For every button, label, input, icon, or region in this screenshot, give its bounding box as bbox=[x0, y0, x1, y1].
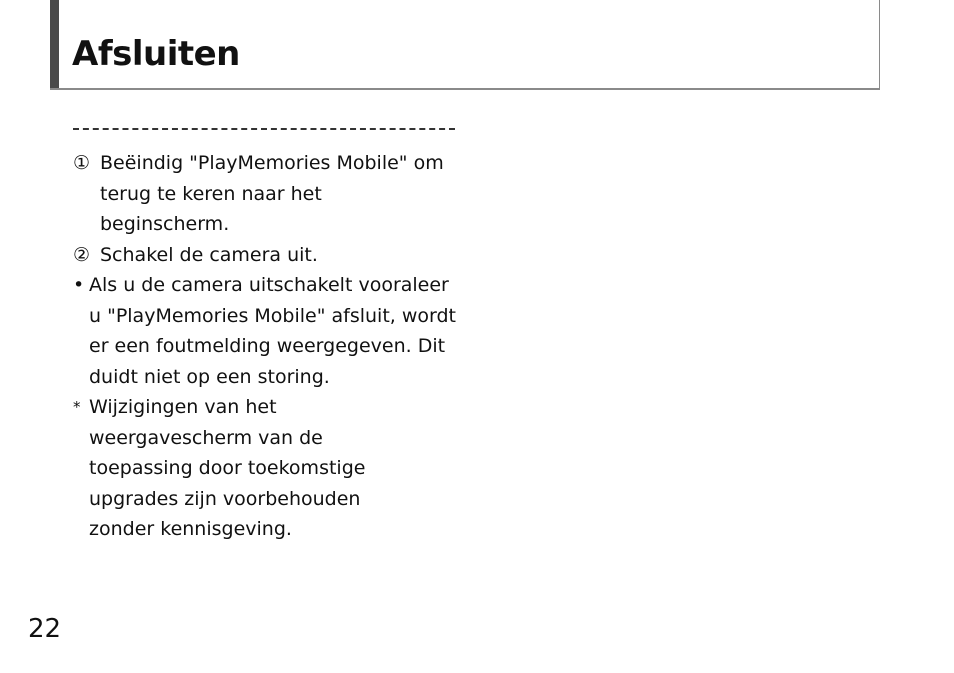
step-text: Schakel de camera uit. bbox=[100, 243, 318, 266]
page-title: Afsluiten bbox=[72, 34, 240, 74]
instructions-body bbox=[73, 148, 473, 545]
step-item-2 bbox=[73, 240, 473, 271]
bullet-marker: • bbox=[73, 274, 85, 296]
step-number-marker: ① bbox=[73, 152, 91, 174]
page-number: 22 bbox=[28, 614, 62, 644]
bullet-item bbox=[73, 270, 473, 392]
footnote-item bbox=[73, 392, 473, 545]
bullet-text: Als u de camera uitschakelt vooraleer u "PlayMemories Mobile" afsluit, wordt er een foutmelding weergegeven. Dit duidt niet op een storing. bbox=[89, 274, 456, 388]
dashed-divider bbox=[73, 128, 455, 130]
header-accent-bar bbox=[50, 0, 59, 88]
step-text: Beëindig "PlayMemories Mobile" om terug te keren naar het beginscherm. bbox=[100, 152, 444, 235]
footnote-text: Wijzigingen van het weergavescherm van de toepassing door toekomstige upgrades zijn voorbehouden zonder kennisgeving. bbox=[89, 396, 366, 540]
footnote-marker: * bbox=[73, 398, 81, 416]
step-number-marker: ② bbox=[73, 243, 91, 266]
step-item-1 bbox=[73, 148, 473, 240]
section-header bbox=[50, 0, 880, 90]
